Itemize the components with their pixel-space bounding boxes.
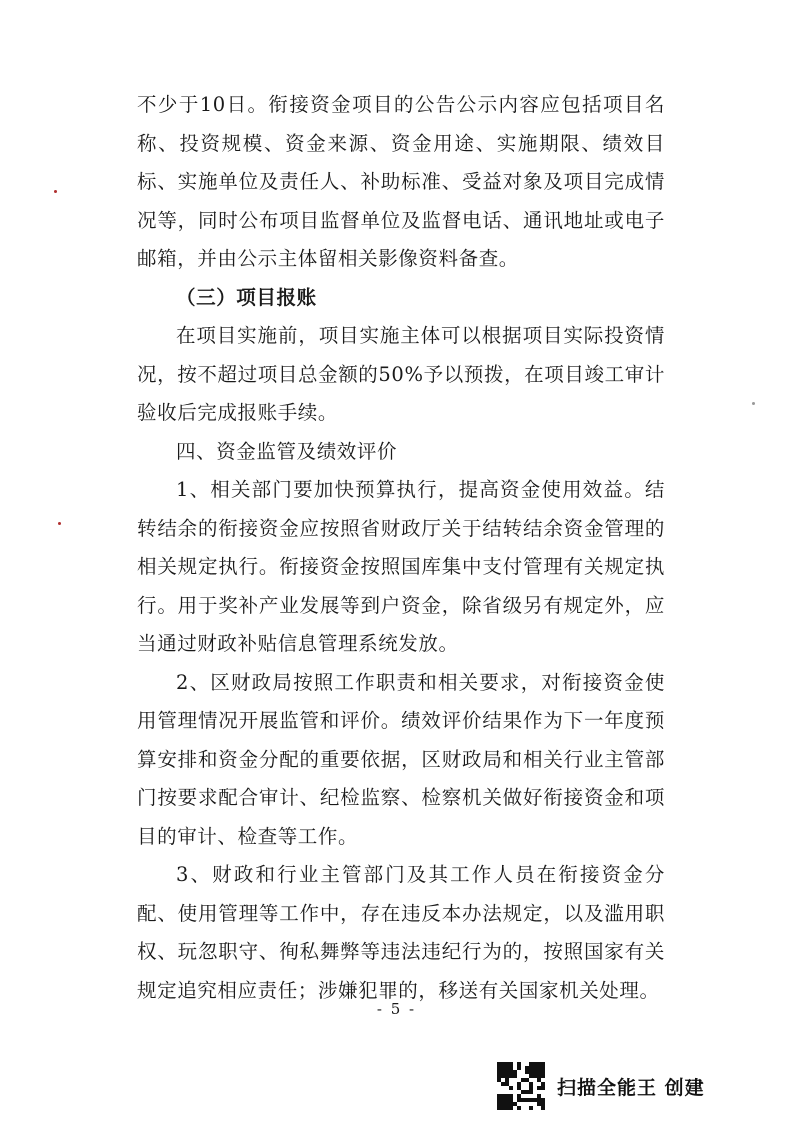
paragraph-item-3: 3、财政和行业主管部门及其工作人员在衔接资金分配、使用管理等工作中，存在违反本办法规定，以及滥用职权、玩忽职守、徇私舞弊等违法违纪行为的，按照国家有关规定追究相应责任；涉嫌犯罪的，移送有关国家机关处理。 [137,863,665,1002]
section-heading-supervision: 四、资金监管及绩效评价 [176,439,398,463]
section-heading-project-reimbursement: （三）项目报账 [176,285,317,309]
paragraph-reimbursement: 在项目实施前，项目实施主体可以根据项目实际投资情况，按不超过项目总金额的50%予以预拨，在项目竣工审计验收后完成报账手续。 [137,324,665,424]
scan-speck [54,190,57,193]
paragraph-publicity-content: 不少于10日。衔接资金项目的公告公示内容应包括项目名称、投资规模、资金来源、资金用途、实施期限、绩效目标、实施单位及责任人、补助标准、受益对象及项目完成情况等，同时公布项目监督单位及监督电话、通讯地址或电子邮箱，并由公示主体留相关影像资料备查。 [137,93,665,270]
paragraph-item-1: 1、相关部门要加快预算执行，提高资金使用效益。结转结余的衔接资金应按照省财政厅关于结转结余资金管理的相关规定执行。衔接资金按照国库集中支付管理有关规定执行。用于奖补产业发展等到户资金，除省级另有规定外，应当通过财政补贴信息管理系统发放。 [137,478,665,655]
paragraph-item-2: 2、区财政局按照工作职责和相关要求，对衔接资金使用管理情况开展监管和评价。绩效评价结果作为下一年度预算安排和资金分配的重要依据，区财政局和相关行业主管部门按要求配合审计、纪检监察、检察机关做好衔接资金和项目的审计、检查等工作。 [137,670,665,848]
qr-code-icon [497,1062,545,1110]
scan-speck [58,522,61,525]
scanner-watermark [497,1060,705,1112]
scan-speck [752,402,755,405]
document-body [137,86,665,1010]
scanner-watermark-text: 扫描全能王 创建 [557,1076,705,1099]
page-number: - 5 - [376,1000,417,1018]
